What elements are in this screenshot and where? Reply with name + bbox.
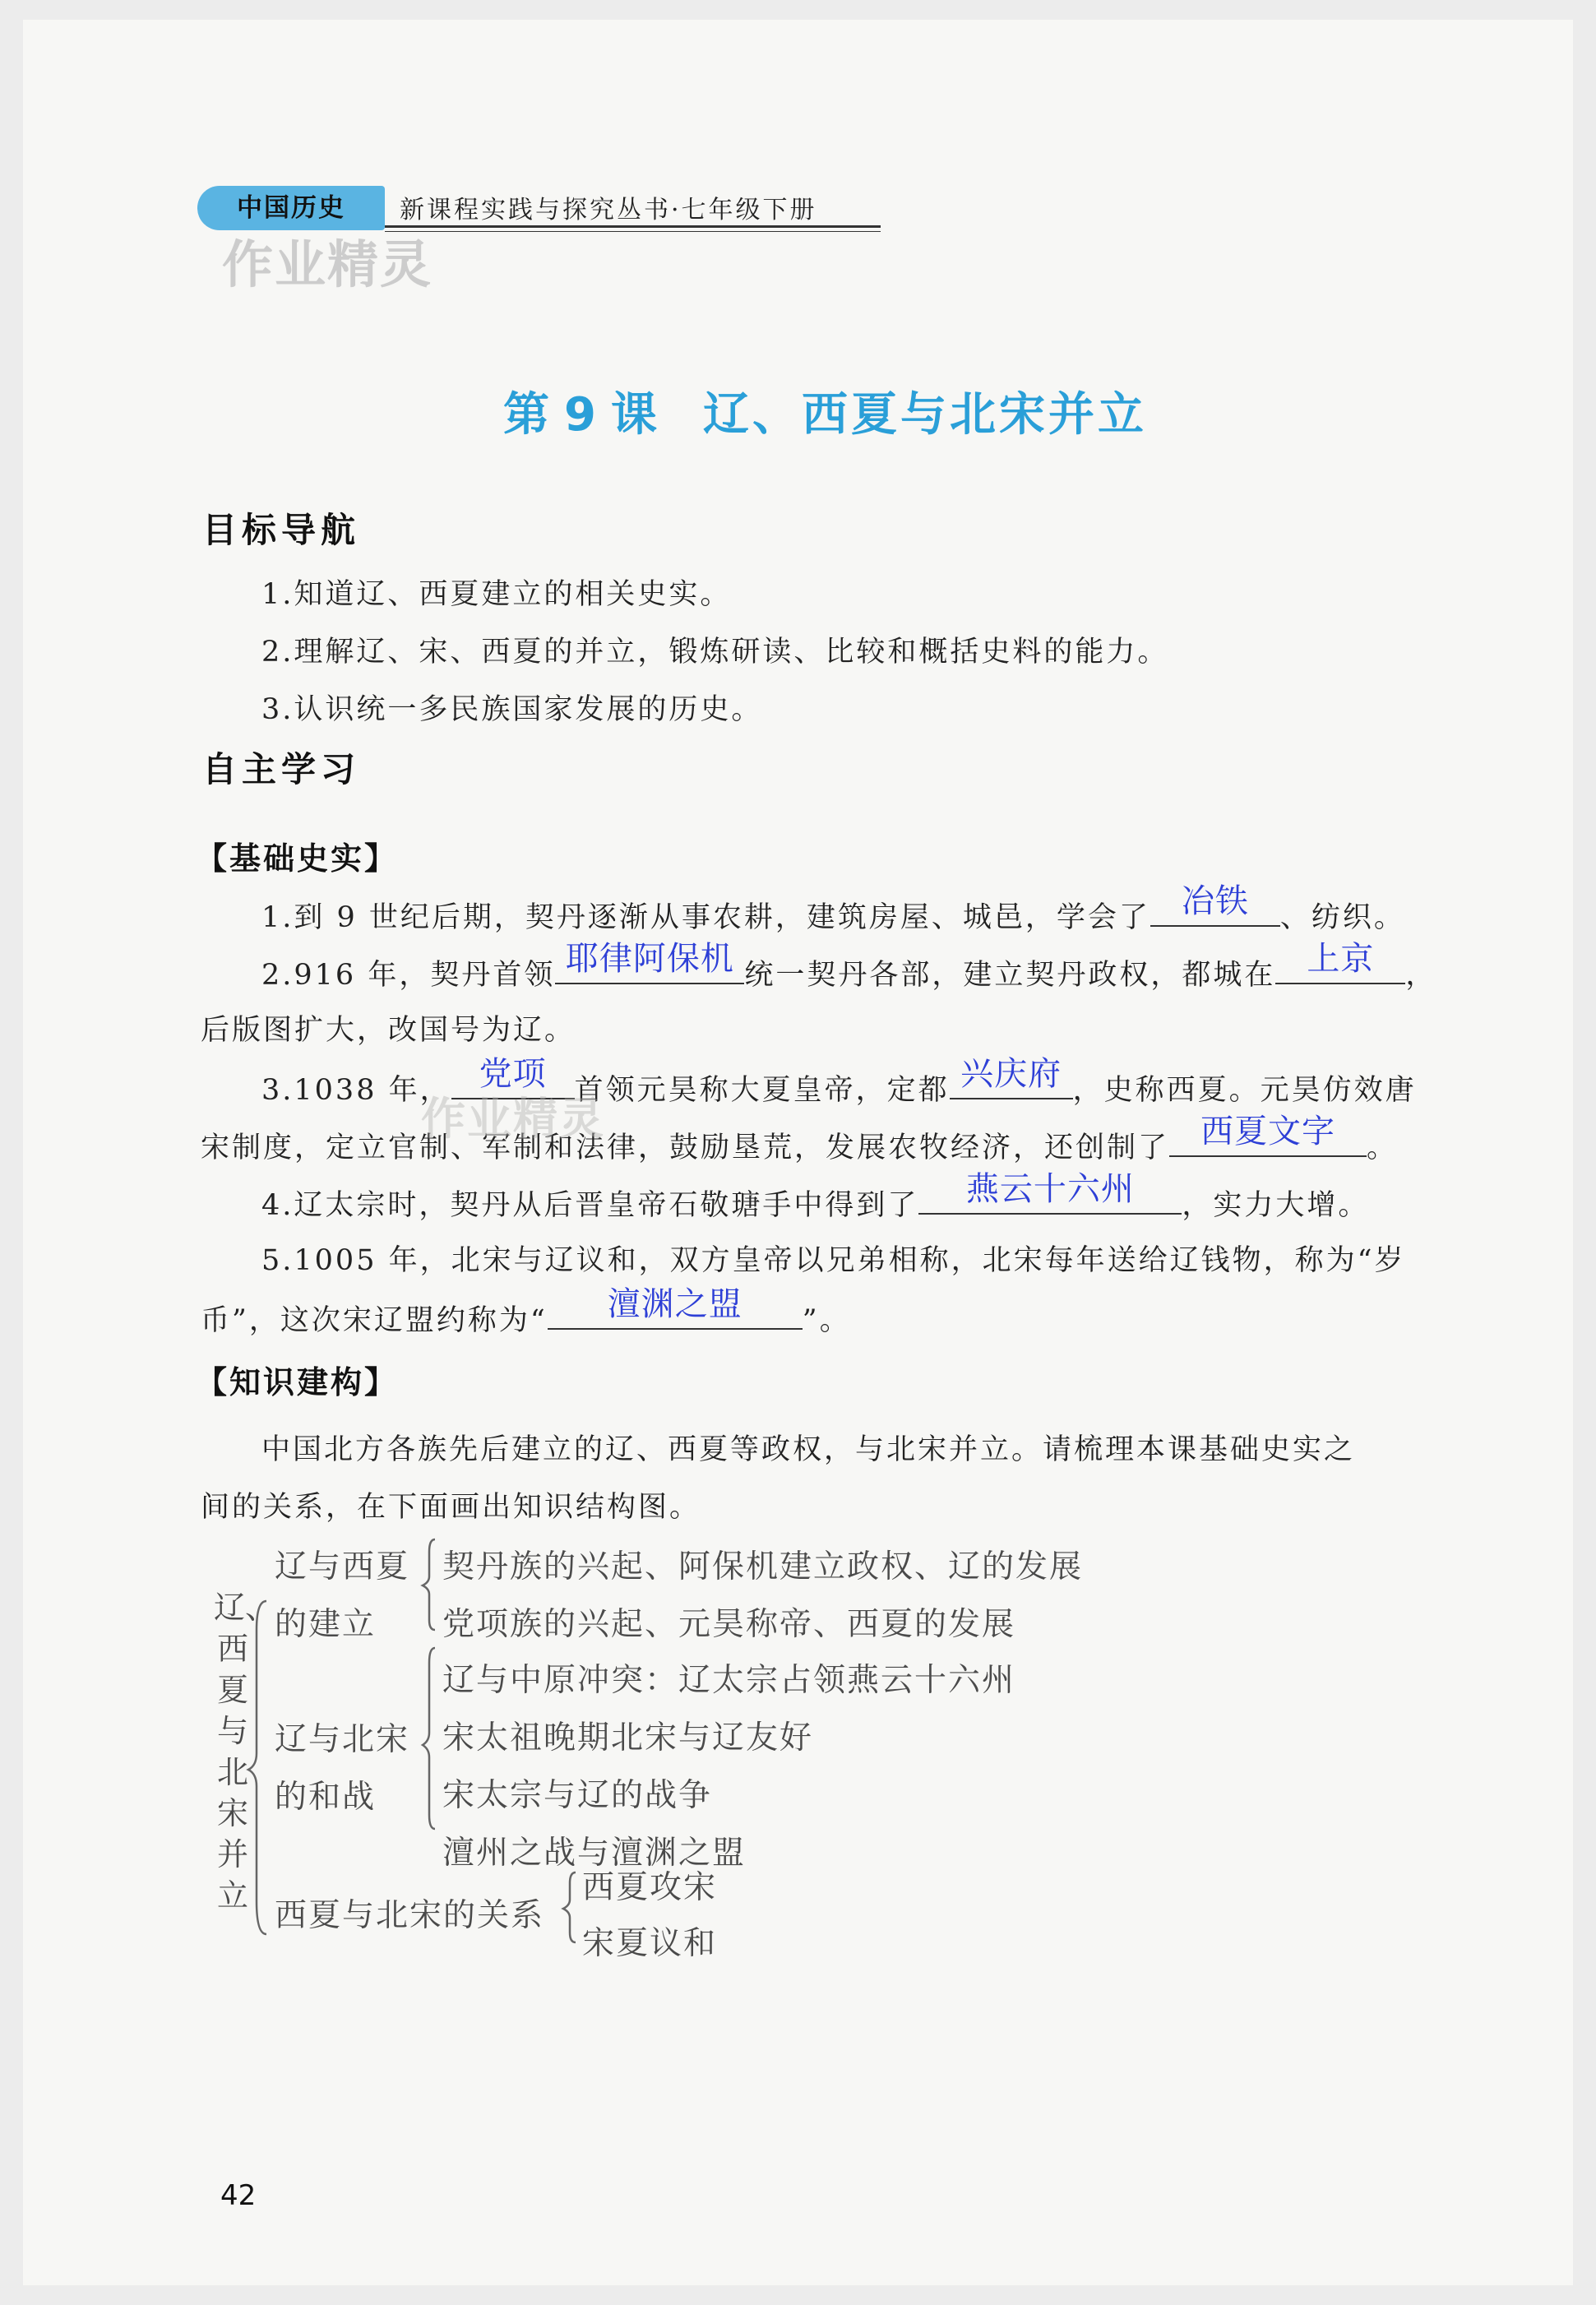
series-title: 新课程实践与探究丛书·七年级下册 xyxy=(400,196,817,224)
branch-item: 西夏攻宋 xyxy=(582,1869,718,1906)
goal-item: 3.认识统一多民族国家发展的历史。 xyxy=(261,693,763,726)
question-3-cont: 宋制度，定立官制、军制和法律，鼓励垦荒，发展农牧经济，还创制了 西夏文字 。 xyxy=(201,1113,1399,1164)
branch-item: 党项族的兴起、元昊称帝、西夏的发展 xyxy=(442,1606,1016,1643)
knowledge-text: 中国北方各族先后建立的辽、西夏等政权，与北宋并立。请梳理本课基础史实之 xyxy=(261,1433,1356,1466)
watermark: 作业精灵 xyxy=(222,234,433,294)
branch-item: 契丹族的兴起、阿保机建立政权、辽的发展 xyxy=(442,1548,1084,1585)
question-2-cont: 后版图扩大，改国号为辽。 xyxy=(201,1014,576,1047)
question-4: 4.辽太宗时，契丹从后晋皇帝石敬瑭手中得到了 燕云十六州 ，实力大增。 xyxy=(261,1170,1370,1222)
goal-item: 2.理解辽、宋、西夏的并立，锻炼研读、比较和概括史料的能力。 xyxy=(261,636,1169,669)
branch-item: 宋太祖晚期北宋与辽友好 xyxy=(442,1719,814,1757)
answer-blank[interactable]: 燕云十六州 xyxy=(918,1180,1182,1215)
goal-item: 1.知道辽、西夏建立的相关史实。 xyxy=(261,578,732,611)
answer-blank[interactable]: 西夏文字 xyxy=(1169,1122,1367,1157)
goals-heading: 目标导航 xyxy=(202,510,361,550)
branch-brace xyxy=(563,1872,576,1942)
answer-blank[interactable]: 澶渊之盟 xyxy=(548,1295,803,1330)
answer-blank[interactable]: 上京 xyxy=(1275,950,1405,984)
header-rule-thin xyxy=(385,231,881,232)
branch-item: 澶州之战与澶渊之盟 xyxy=(442,1835,747,1872)
page-number: 42 xyxy=(220,2179,257,2212)
branch-brace xyxy=(423,1539,435,1630)
header-rule xyxy=(385,225,881,228)
watermark: 作业精灵 xyxy=(421,1093,605,1145)
branch-item: 宋太宗与辽的战争 xyxy=(442,1777,713,1814)
diagram-root-label: 辽、西夏与北宋并立 xyxy=(214,1590,277,1914)
question-1: 1.到 9 世纪后期，契丹逐渐从事农耕，建筑房屋、城邑，学会了 冶铁 、纺织。 xyxy=(261,882,1405,934)
question-5-cont: 币”，这次宋辽盟约称为“ 澶渊之盟 ”。 xyxy=(201,1285,851,1337)
facts-heading: 【基础史实】 xyxy=(196,840,399,877)
branch-label: 辽与北宋 xyxy=(275,1721,410,1758)
question-3: 3.1038 年， 党项 首领元昊称大夏皇帝，定都 兴庆府 ，史称西夏。元昊仿效唐 xyxy=(261,1055,1417,1107)
answer-blank[interactable]: 兴庆府 xyxy=(950,1065,1073,1099)
answer-blank[interactable]: 耶律阿保机 xyxy=(555,950,744,984)
question-5: 5.1005 年，北宋与辽议和，双方皇帝以兄弟相称，北宋每年送给辽钱物，称为“岁 xyxy=(261,1244,1406,1277)
knowledge-structure-diagram xyxy=(202,1531,1115,1992)
self-study-heading: 自主学习 xyxy=(202,749,361,789)
branch-label: 西夏与北宋的关系 xyxy=(275,1897,545,1934)
answer-blank[interactable]: 冶铁 xyxy=(1150,892,1280,927)
branch-brace xyxy=(423,1648,435,1829)
branch-item: 宋夏议和 xyxy=(582,1925,718,1962)
branch-label: 的建立 xyxy=(275,1606,377,1643)
branch-label: 的和战 xyxy=(275,1779,377,1816)
knowledge-heading: 【知识建构】 xyxy=(196,1364,399,1400)
lesson-title: 第 9 课 辽、西夏与北宋并立 xyxy=(503,388,1147,442)
branch-label: 辽与西夏 xyxy=(275,1548,410,1585)
subject-badge: 中国历史 xyxy=(197,186,385,230)
knowledge-text: 间的关系，在下面画出知识结构图。 xyxy=(201,1491,701,1524)
branch-item: 辽与中原冲突：辽太宗占领燕云十六州 xyxy=(442,1662,1016,1699)
question-2: 2.916 年，契丹首领 耶律阿保机 统一契丹各部，建立契丹政权，都城在 上京 ， xyxy=(261,940,1437,992)
answer-blank[interactable]: 党项 xyxy=(451,1065,575,1099)
